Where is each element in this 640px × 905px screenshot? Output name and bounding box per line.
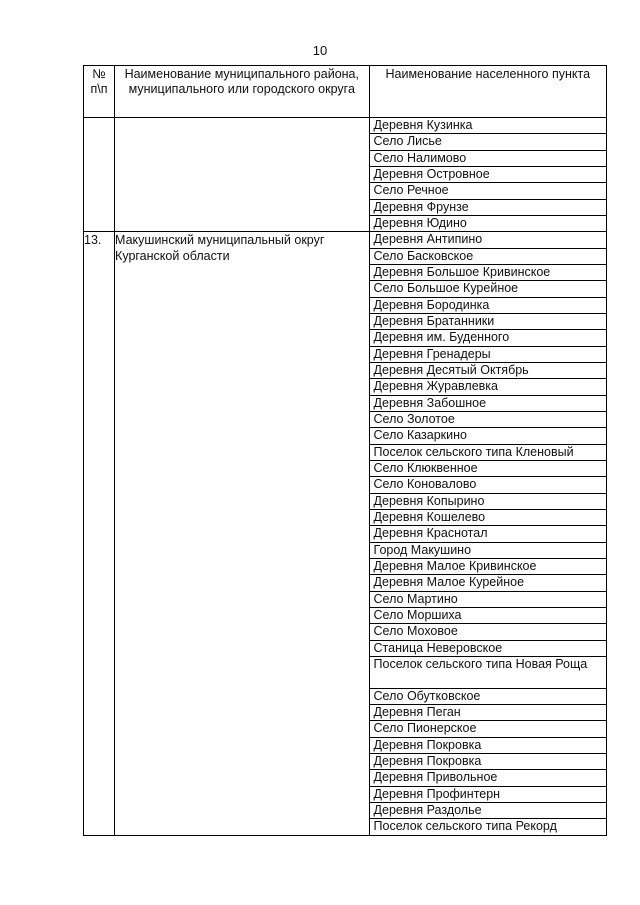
settlement-item: Деревня Гренадеры <box>370 347 606 363</box>
settlement-item: Деревня Большое Кривинское <box>370 265 606 281</box>
table-row-continued <box>84 118 607 232</box>
settlement-item: Деревня Юдино <box>373 215 467 230</box>
settlement-item: Деревня Краснотал <box>370 526 606 542</box>
settlement-item: Деревня Бородинка <box>370 298 606 314</box>
settlement-item: Село Мартино <box>370 592 606 608</box>
header-settlement: Наименование населенного пункта <box>369 66 606 118</box>
row-number: 13. <box>84 232 115 835</box>
settlement-item: Село Золотое <box>370 412 606 428</box>
district-empty <box>115 118 369 232</box>
settlement-item: Деревня Островное <box>370 167 606 183</box>
settlement-item: Село Речное <box>370 183 606 199</box>
settlement-item: Деревня Копырино <box>370 494 606 510</box>
settlement-item: Деревня Журавлевка <box>370 379 606 395</box>
settlement-item: Деревня Пеган <box>370 705 606 721</box>
settlement-item: Деревня Фрунзе <box>370 200 606 216</box>
settlement-item: Село Пионерское <box>370 721 606 737</box>
settlement-item: Село Большое Курейное <box>370 281 606 297</box>
settlement-item: Деревня Малое Кривинское <box>370 559 606 575</box>
settlement-item: Поселок сельского типа Кленовый <box>370 445 606 461</box>
settlement-item: Деревня Раздолье <box>370 803 606 819</box>
settlement-item: Деревня Антипино <box>370 232 606 248</box>
header-district: Наименование муниципального района, муниципального или городского округа <box>115 66 369 118</box>
settlement-item: Деревня Покровка <box>370 754 606 770</box>
settlement-item: Село Клюквенное <box>370 461 606 477</box>
settlement-item: Поселок сельского типа Новая Роща <box>370 657 606 689</box>
table-row-13 <box>84 232 607 835</box>
settlement-item: Деревня Малое Курейное <box>370 575 606 591</box>
table-header-row <box>84 66 607 118</box>
settlement-item: Деревня им. Буденного <box>370 330 606 346</box>
district-name: Макушинский муниципальный округ Курганской области <box>115 232 369 835</box>
settlement-list-13 <box>369 232 606 835</box>
settlement-item: Село Налимово <box>370 151 606 167</box>
settlement-item: Село Моршиха <box>370 608 606 624</box>
row-number-empty <box>84 118 115 232</box>
settlement-item: Деревня Кошелево <box>370 510 606 526</box>
settlement-item: Село Лисье <box>370 134 606 150</box>
settlements-table <box>83 65 607 836</box>
settlement-item: Деревня Покровка <box>370 738 606 754</box>
settlement-item: Деревня Привольное <box>370 770 606 786</box>
settlement-item: Деревня Братанники <box>370 314 606 330</box>
settlement-item: Село Обутковское <box>370 689 606 705</box>
header-number: № п\п <box>84 66 115 118</box>
settlement-item: Город Макушино <box>370 543 606 559</box>
settlement-item: Село Казаркино <box>370 428 606 444</box>
settlement-item: Деревня Забошное <box>370 396 606 412</box>
settlement-item: Село Коновалово <box>370 477 606 493</box>
settlement-item: Станица Неверовское <box>370 641 606 657</box>
settlement-item: Деревня Профинтерн <box>370 787 606 803</box>
page-number: 10 <box>312 43 328 58</box>
settlement-item: Село Моховое <box>370 624 606 640</box>
settlement-item: Деревня Кузинка <box>370 118 606 134</box>
settlement-item: Деревня Десятый Октябрь <box>370 363 606 379</box>
settlement-item: Село Басковское <box>370 249 606 265</box>
settlement-list-continued <box>369 118 606 232</box>
settlement-item: Поселок сельского типа Рекорд <box>373 819 557 834</box>
